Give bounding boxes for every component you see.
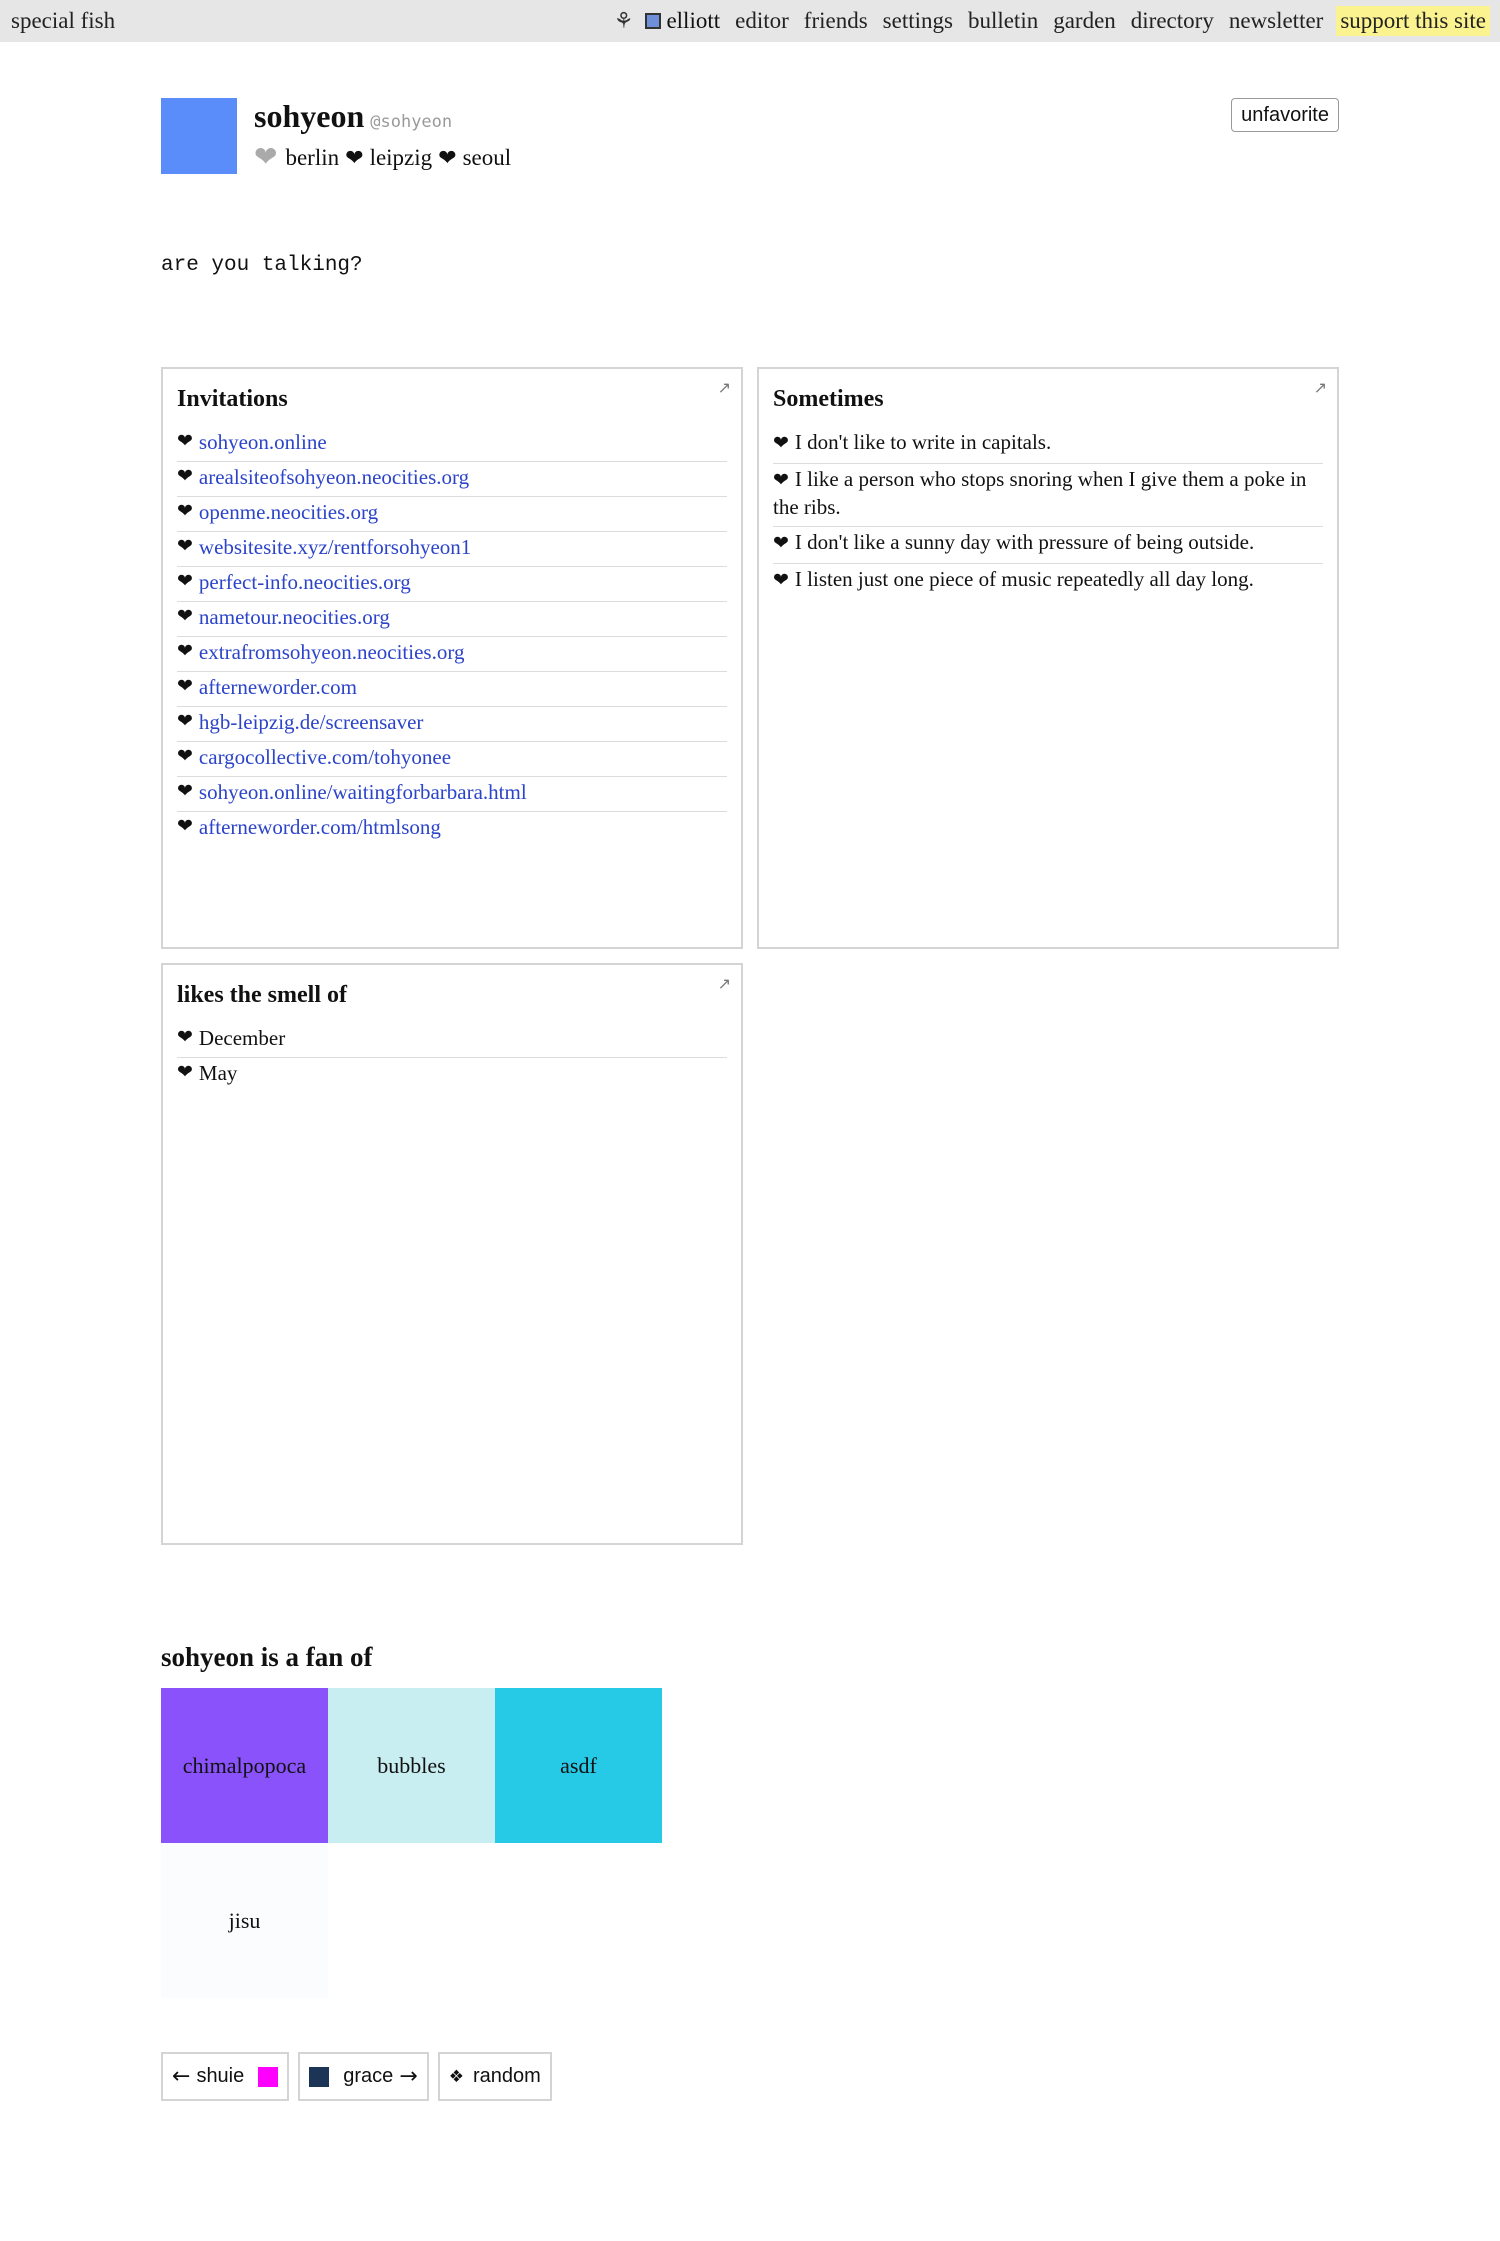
heart-icon: ❤ [177,1027,193,1048]
support-site-link[interactable]: support this site [1336,6,1490,36]
fan-tile[interactable] [161,1688,328,1843]
right-arrow-icon: → [399,2064,418,2089]
heart-icon: ❤ [438,145,457,170]
list-item [177,602,727,637]
random-profile-button[interactable] [438,2052,552,2101]
location-item: berlin [285,145,340,170]
next-profile-label: grace [343,2065,394,2087]
location-list [254,144,511,172]
heart-icon: ❤ [773,533,789,554]
list-item-text: I listen just one piece of music repeatedly all day long. [794,567,1254,591]
list-item [773,464,1323,527]
nav-link-newsletter[interactable]: newsletter [1228,8,1324,33]
heart-icon: ❤ [177,1062,193,1083]
list-item [177,707,727,742]
list-item [177,532,727,567]
list-item [177,462,727,497]
fan-tile[interactable] [495,1688,662,1843]
invitation-link[interactable]: cargocollective.com/tohyonee [198,745,452,769]
list-item-text: I like a person who stops snoring when I give them a poke in the ribs. [773,467,1307,519]
sometimes-list [773,427,1323,600]
prev-profile-label: shuie [196,2065,245,2087]
nav-link-editor[interactable]: editor [735,8,789,33]
invitation-link[interactable]: hgb-leipzig.de/screensaver [198,710,424,734]
profile-handle: @sohyeon [370,112,453,132]
invitation-link[interactable]: openme.neocities.org [198,500,379,524]
nav-link-settings[interactable]: settings [882,8,953,33]
fans-heading: sohyeon is a fan of [161,1642,373,1672]
location-item: leipzig [369,145,433,170]
fan-tile[interactable] [328,1688,495,1843]
top-bar [0,0,1500,42]
unfavorite-button[interactable]: unfavorite [1231,98,1339,132]
heart-icon: ❤ [773,570,789,591]
smell-box [161,963,743,1545]
nav-link-friends[interactable]: friends [803,8,868,33]
list-item [773,427,1323,464]
neighbor-nav [161,2052,561,2101]
heart-icon: ❤ [177,711,193,732]
invitations-list [177,427,727,846]
heart-icon: ❤ [177,676,193,697]
invitation-link[interactable]: sohyeon.online/waitingforbarbara.html [198,780,527,804]
fan-name: chimalpopoca [182,1752,307,1778]
heart-icon: ❤ [177,641,193,662]
list-item [177,777,727,812]
invitations-box [161,367,743,949]
sometimes-box [757,367,1339,949]
list-item [177,742,727,777]
dice-icon: ❖ [448,2066,464,2087]
heart-icon: ❤ [177,571,193,592]
invitation-link[interactable]: extrafromsohyeon.neocities.org [198,640,465,664]
avatar [161,98,237,174]
user-color-swatch [645,13,661,29]
heart-icon: ❤ [177,606,193,627]
next-profile-button[interactable] [298,2052,428,2101]
list-item [177,427,727,462]
nav-link-garden[interactable]: garden [1053,8,1116,33]
top-nav [614,6,1490,36]
profile-display-name: sohyeon [254,98,365,134]
bio-text: are you talking? [161,254,363,277]
list-item-text: I don't like a sunny day with pressure of being outside. [794,530,1255,554]
expand-icon[interactable]: ↗ [717,378,731,397]
invitation-link[interactable]: nametour.neocities.org [198,605,390,629]
box-title: Sometimes [773,386,884,412]
gray-heart-icon: ❤ [254,142,278,173]
list-item [177,672,727,707]
next-color-swatch [309,2067,329,2087]
list-item [177,1023,727,1058]
fan-name: jisu [228,1907,261,1933]
random-label: random [472,2065,541,2087]
site-name-link[interactable]: special fish [11,8,116,33]
box-title: Invitations [177,386,288,412]
heart-icon: ❤ [177,746,193,767]
prev-profile-button[interactable] [161,2052,289,2101]
profile-name [254,98,452,135]
user-name: elliott [666,8,721,33]
nav-link-directory[interactable]: directory [1130,8,1214,33]
list-item [177,812,727,846]
box-title: likes the smell of [177,982,347,1008]
nav-link-bulletin[interactable]: bulletin [967,8,1039,33]
list-item-text: I don't like to write in capitals. [794,430,1052,454]
list-item [177,1058,727,1092]
fan-tile[interactable] [161,1843,328,1998]
invitation-link[interactable]: sohyeon.online [198,430,327,454]
list-item-text: December [198,1026,286,1050]
expand-icon[interactable]: ↗ [1313,378,1327,397]
user-link[interactable] [645,8,720,34]
list-item [773,564,1323,600]
list-item [773,527,1323,564]
heart-icon: ❤ [177,781,193,802]
heart-icon: ❤ [177,536,193,557]
expand-icon[interactable]: ↗ [717,974,731,993]
list-item [177,497,727,532]
heart-icon: ❤ [773,470,789,491]
invitation-link[interactable]: afterneworder.com/htmlsong [198,815,441,839]
flower-icon[interactable]: ⚘ [613,8,634,33]
invitation-link[interactable]: arealsiteofsohyeon.neocities.org [198,465,470,489]
prev-color-swatch [258,2067,278,2087]
list-item [177,567,727,602]
invitation-link[interactable]: afterneworder.com [198,675,357,699]
invitation-link[interactable]: perfect-info.neocities.org [198,570,411,594]
fan-name: bubbles [377,1752,446,1778]
list-item [177,637,727,672]
invitation-link[interactable]: websitesite.xyz/rentforsohyeon1 [198,535,472,559]
heart-icon: ❤ [773,433,789,454]
list-item-text: May [198,1061,238,1085]
fan-name: asdf [560,1752,597,1778]
location-item: seoul [462,145,512,170]
smell-list [177,1023,727,1092]
heart-icon: ❤ [177,431,193,452]
heart-icon: ❤ [177,466,193,487]
left-arrow-icon: ← [172,2064,191,2089]
heart-icon: ❤ [345,145,364,170]
heart-icon: ❤ [177,816,193,837]
heart-icon: ❤ [177,501,193,522]
